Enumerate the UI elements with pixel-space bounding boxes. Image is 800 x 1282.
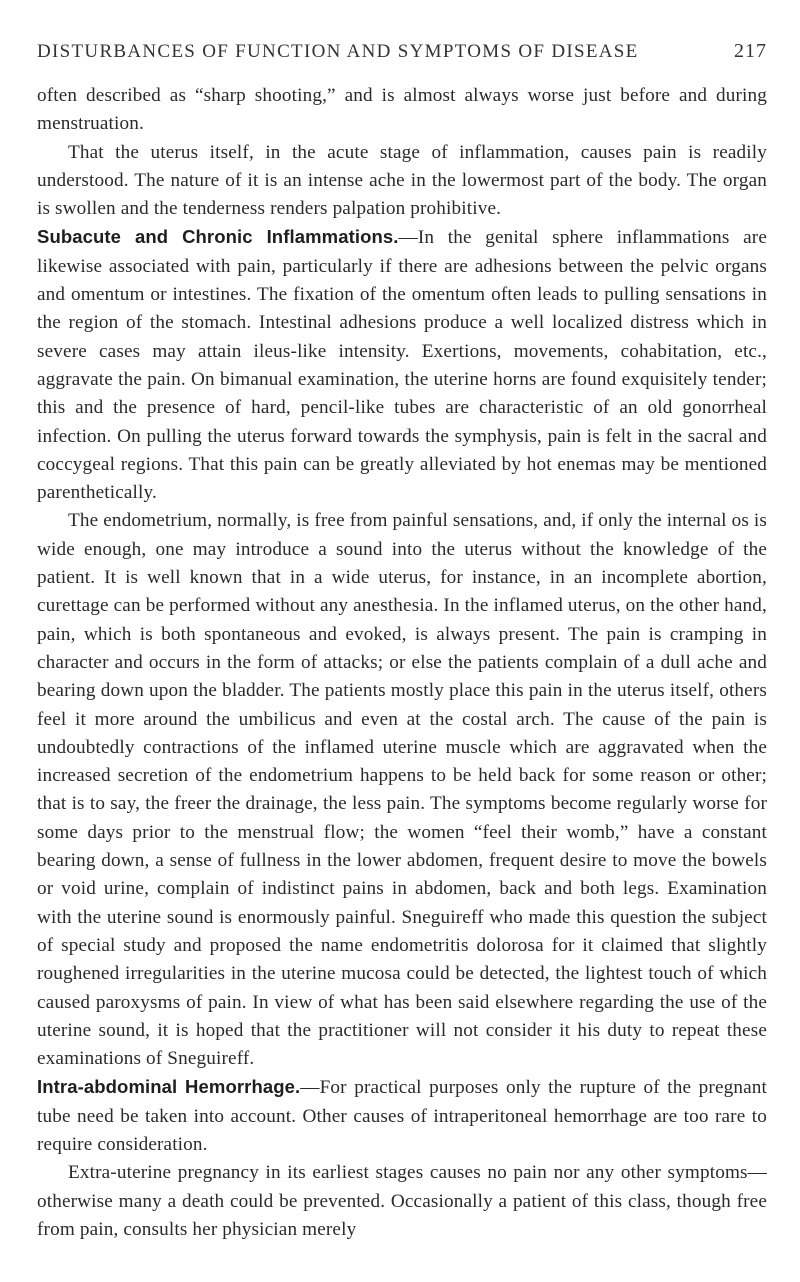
paragraph-acute-uterus [37, 139, 767, 224]
paragraph-intra-abdominal [37, 1073, 767, 1159]
paragraph-text: The endometrium, normally, is free from painful sensations, and, if only the internal os is wide enough, one may introduce a sound into the uterus without the knowledge of the patient. It is well known that in a wide uterus, for instance, in an incomplete abortion, curettage can be performed without any anesthesia. In the inflamed uterus, on the other hand, pain, which is both spontaneous and evoked, is always present. The pain is cramping in character and occurs in the form of attacks; or else the patients complain of a dull ache and bearing down upon the bladder. The patients mostly place this pain in the uterus itself, others feel it more around the umbilicus and even at the costal arch. The cause of the pain is undoubtedly contractions of the inflamed uterine muscle which are aggravated when the increased secretion of the endometrium happens to be held back for some reason or other; that is to say, the freer the drainage, the less pain. The symptoms become regularly worse for some days prior to the menstrual flow; the women “feel their womb,” have a constant bearing down, a sense of fullness in the lower abdomen, frequent desire to move the bowels or void urine, complain of indistinct pains in abdomen, back and both legs. Examination with the uterine sound is enormously painful. Sneguireff who made this question the subject of special study and proposed the name endometritis dolorosa for it claimed that slightly roughened irregularities in the uterine mucosa could be detected, the lightest touch of which caused paroxysms of pain. In view of what has been said elsewhere regarding the use of the uterine sound, it is hoped that the practitioner will not consider it his duty to repeat these examinations of Sneguireff. [37, 510, 767, 1070]
paragraph-extra-uterine [37, 1159, 767, 1244]
paragraph-endometrium [37, 507, 767, 1073]
running-head [37, 40, 767, 66]
running-head-title: DISTURBANCES OF FUNCTION AND SYMPTOMS OF DISEASE [37, 41, 639, 62]
paragraph-text: That the uterus itself, in the acute stage of inflammation, causes pain is readily understood. The nature of it is an intense ache in the lowermost part of the body. The organ is swollen and the tenderness renders palpation prohibitive. [37, 141, 767, 220]
section-heading-intra-abdominal: Intra-abdominal Hemorrhage. [37, 1076, 301, 1098]
paragraph-text: Extra-uterine pregnancy in its earliest stages causes no pain nor any other symptoms—otherwise many a death could be prevented. Occasionally a patient of this class, though free from pain, consults her physician merely [37, 1162, 767, 1240]
paragraph-text: —In the genital sphere inflammations are likewise associated with pain, particularly if there are adhesions between the pelvic organs and omentum or intestines. The fixation of the omentum often leads to pulling sensations in the region of the stomach. Intestinal adhesions produce a well localized distress which in severe cases may attain ileus-like intensity. Exertions, movements, cohabitation, etc., aggravate the pain. On bimanual examination, the uterine horns are found exquisitely tender; this and the presence of hard, pencil-like tubes are characteristic of an old gonorrheal infection. On pulling the uterus forward towards the symphysis, pain is felt in the sacral and coccygeal regions. That this pain can be greatly alleviated by hot enemas may be mentioned parenthetically. [37, 227, 767, 504]
paragraph-text: —For practical purposes only the rupture of the pregnant tube need be taken into account. Other causes of intraperitoneal hemorrhage are too rare to require consideration. [37, 1077, 767, 1155]
paragraph-subacute-chronic [37, 223, 767, 507]
page-number: 217 [734, 40, 767, 62]
section-heading-subacute-chronic: Subacute and Chronic Inflammations. [37, 226, 399, 248]
book-page [37, 40, 767, 1244]
paragraph-continuation [37, 82, 767, 139]
paragraph-text: often described as “sharp shooting,” and is almost always worse just before and during menstruation. [37, 85, 767, 135]
